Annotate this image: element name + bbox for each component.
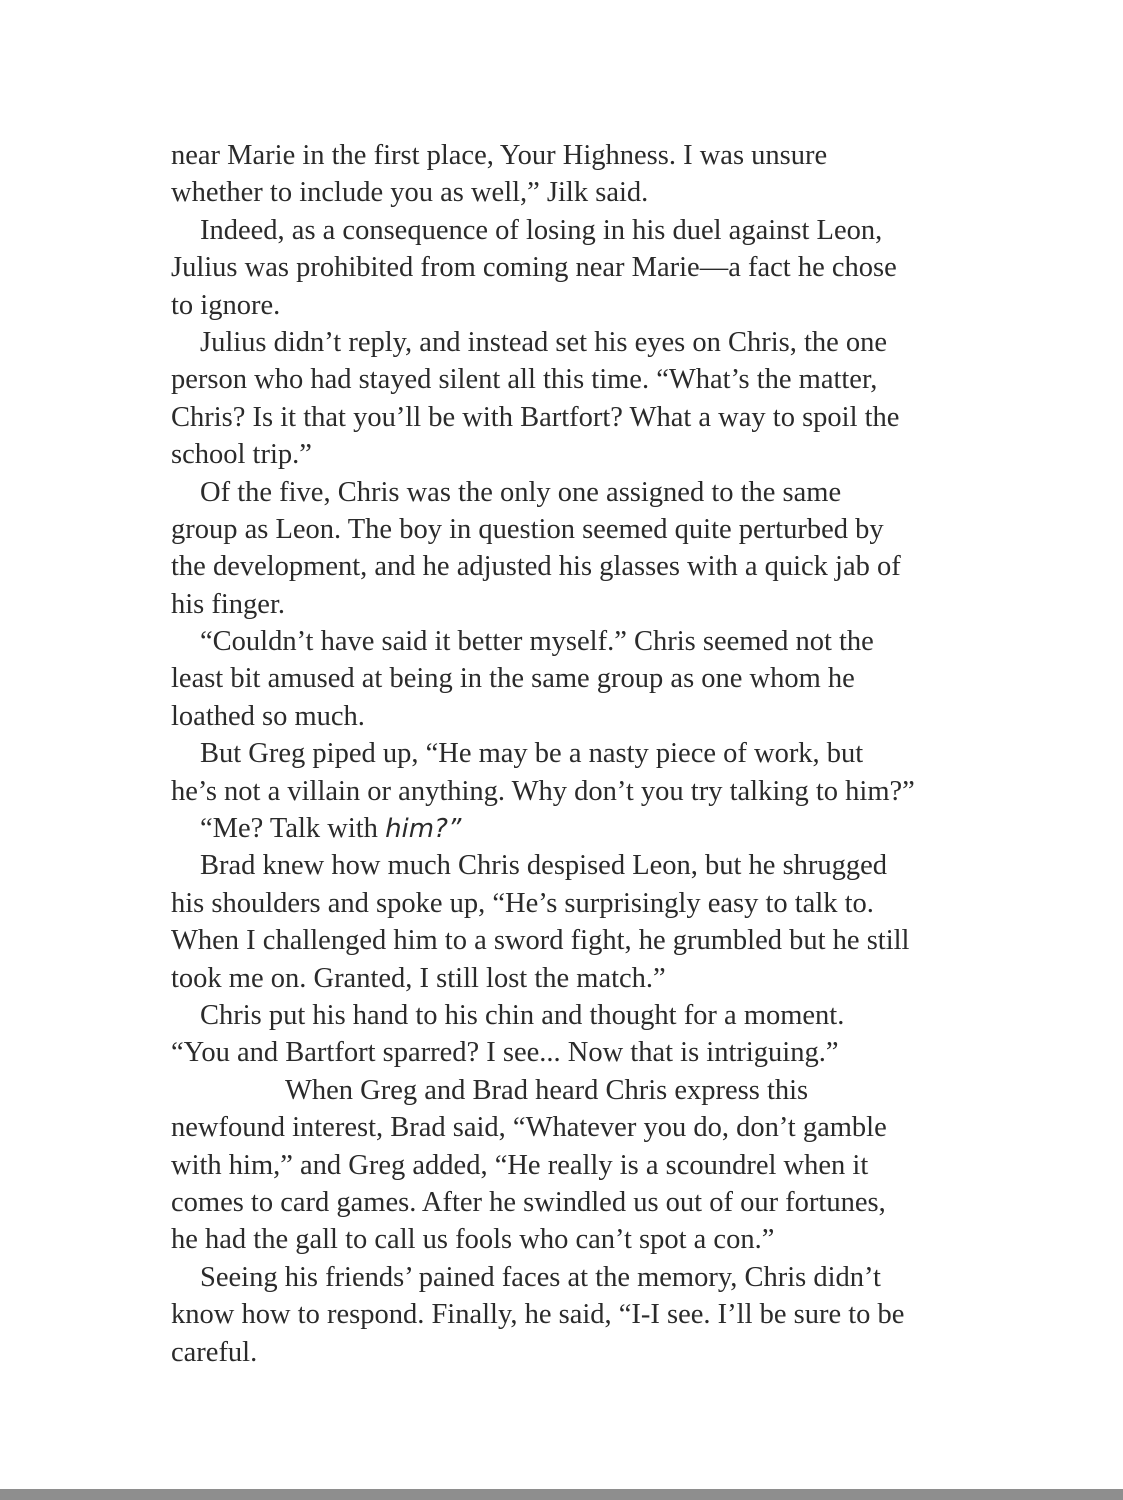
- text-line: his finger.: [171, 588, 285, 620]
- text-line: Julius didn’t reply, and instead set his eyes on Chris, the one: [200, 326, 888, 358]
- bottom-scroll-bar: [0, 1489, 1123, 1500]
- text-line: When Greg and Brad heard Chris express this: [285, 1074, 809, 1106]
- text-line: comes to card games. After he swindled us out of our fortunes,: [171, 1186, 886, 1218]
- text-line: with him,” and Greg added, “He really is a scoundrel when it: [171, 1149, 869, 1181]
- text-line: Chris put his hand to his chin and thought for a moment.: [200, 999, 845, 1031]
- text-line: to ignore.: [171, 289, 281, 321]
- text-line: Chris? Is it that you’ll be with Bartfort? What a way to spoil the: [171, 401, 900, 433]
- text-line: his shoulders and spoke up, “He’s surprisingly easy to talk to.: [171, 887, 874, 919]
- text-line: near Marie in the first place, Your Highness. I was unsure: [171, 140, 828, 171]
- text-line-roman: “Me? Talk with: [200, 813, 386, 845]
- text-line: Julius was prohibited from coming near Marie—a fact he chose: [171, 252, 897, 284]
- text-line: loathed so much.: [171, 700, 365, 732]
- text-line: Brad knew how much Chris despised Leon, but he shrugged: [200, 850, 888, 882]
- text-line: newfound interest, Brad said, “Whatever you do, don’t gamble: [171, 1112, 887, 1144]
- text-line: group as Leon. The boy in question seemed quite perturbed by: [171, 513, 884, 545]
- text-line: But Greg piped up, “He may be a nasty piece of work, but: [200, 738, 864, 770]
- text-line: “Couldn’t have said it better myself.” Chris seemed not the: [200, 626, 874, 658]
- text-line: “You and Bartfort sparred? I see... Now that is intriguing.”: [171, 1037, 839, 1069]
- text-line: he’s not a villain or anything. Why don’t you try talking to him?”: [171, 775, 915, 807]
- text-line: Indeed, as a consequence of losing in his duel against Leon,: [200, 214, 883, 246]
- text-line: know how to respond. Finally, he said, “I-I see. I’ll be sure to be: [171, 1299, 905, 1331]
- text-line: Of the five, Chris was the only one assigned to the same: [200, 476, 842, 508]
- text-line: school trip.”: [171, 439, 312, 471]
- text-line: [171, 810, 971, 847]
- text-line: Seeing his friends’ pained faces at the memory, Chris didn’t: [200, 1261, 881, 1293]
- text-line: When I challenged him to a sword fight, he grumbled but he still: [171, 925, 910, 957]
- text-line: person who had stayed silent all this time. “What’s the matter,: [171, 364, 878, 396]
- text-line: took me on. Granted, I still lost the match.”: [171, 962, 666, 994]
- text-line: careful.: [171, 1336, 258, 1368]
- book-page-body: [171, 137, 971, 1371]
- text-line: least bit amused at being in the same group as one whom he: [171, 663, 855, 695]
- text-line: the development, and he adjusted his glasses with a quick jab of: [171, 551, 901, 583]
- text-line: he had the gall to call us fools who can’t spot a con.”: [171, 1224, 775, 1256]
- text-line-italic: him?”: [385, 814, 462, 845]
- text-line: whether to include you as well,” Jilk said.: [171, 177, 649, 209]
